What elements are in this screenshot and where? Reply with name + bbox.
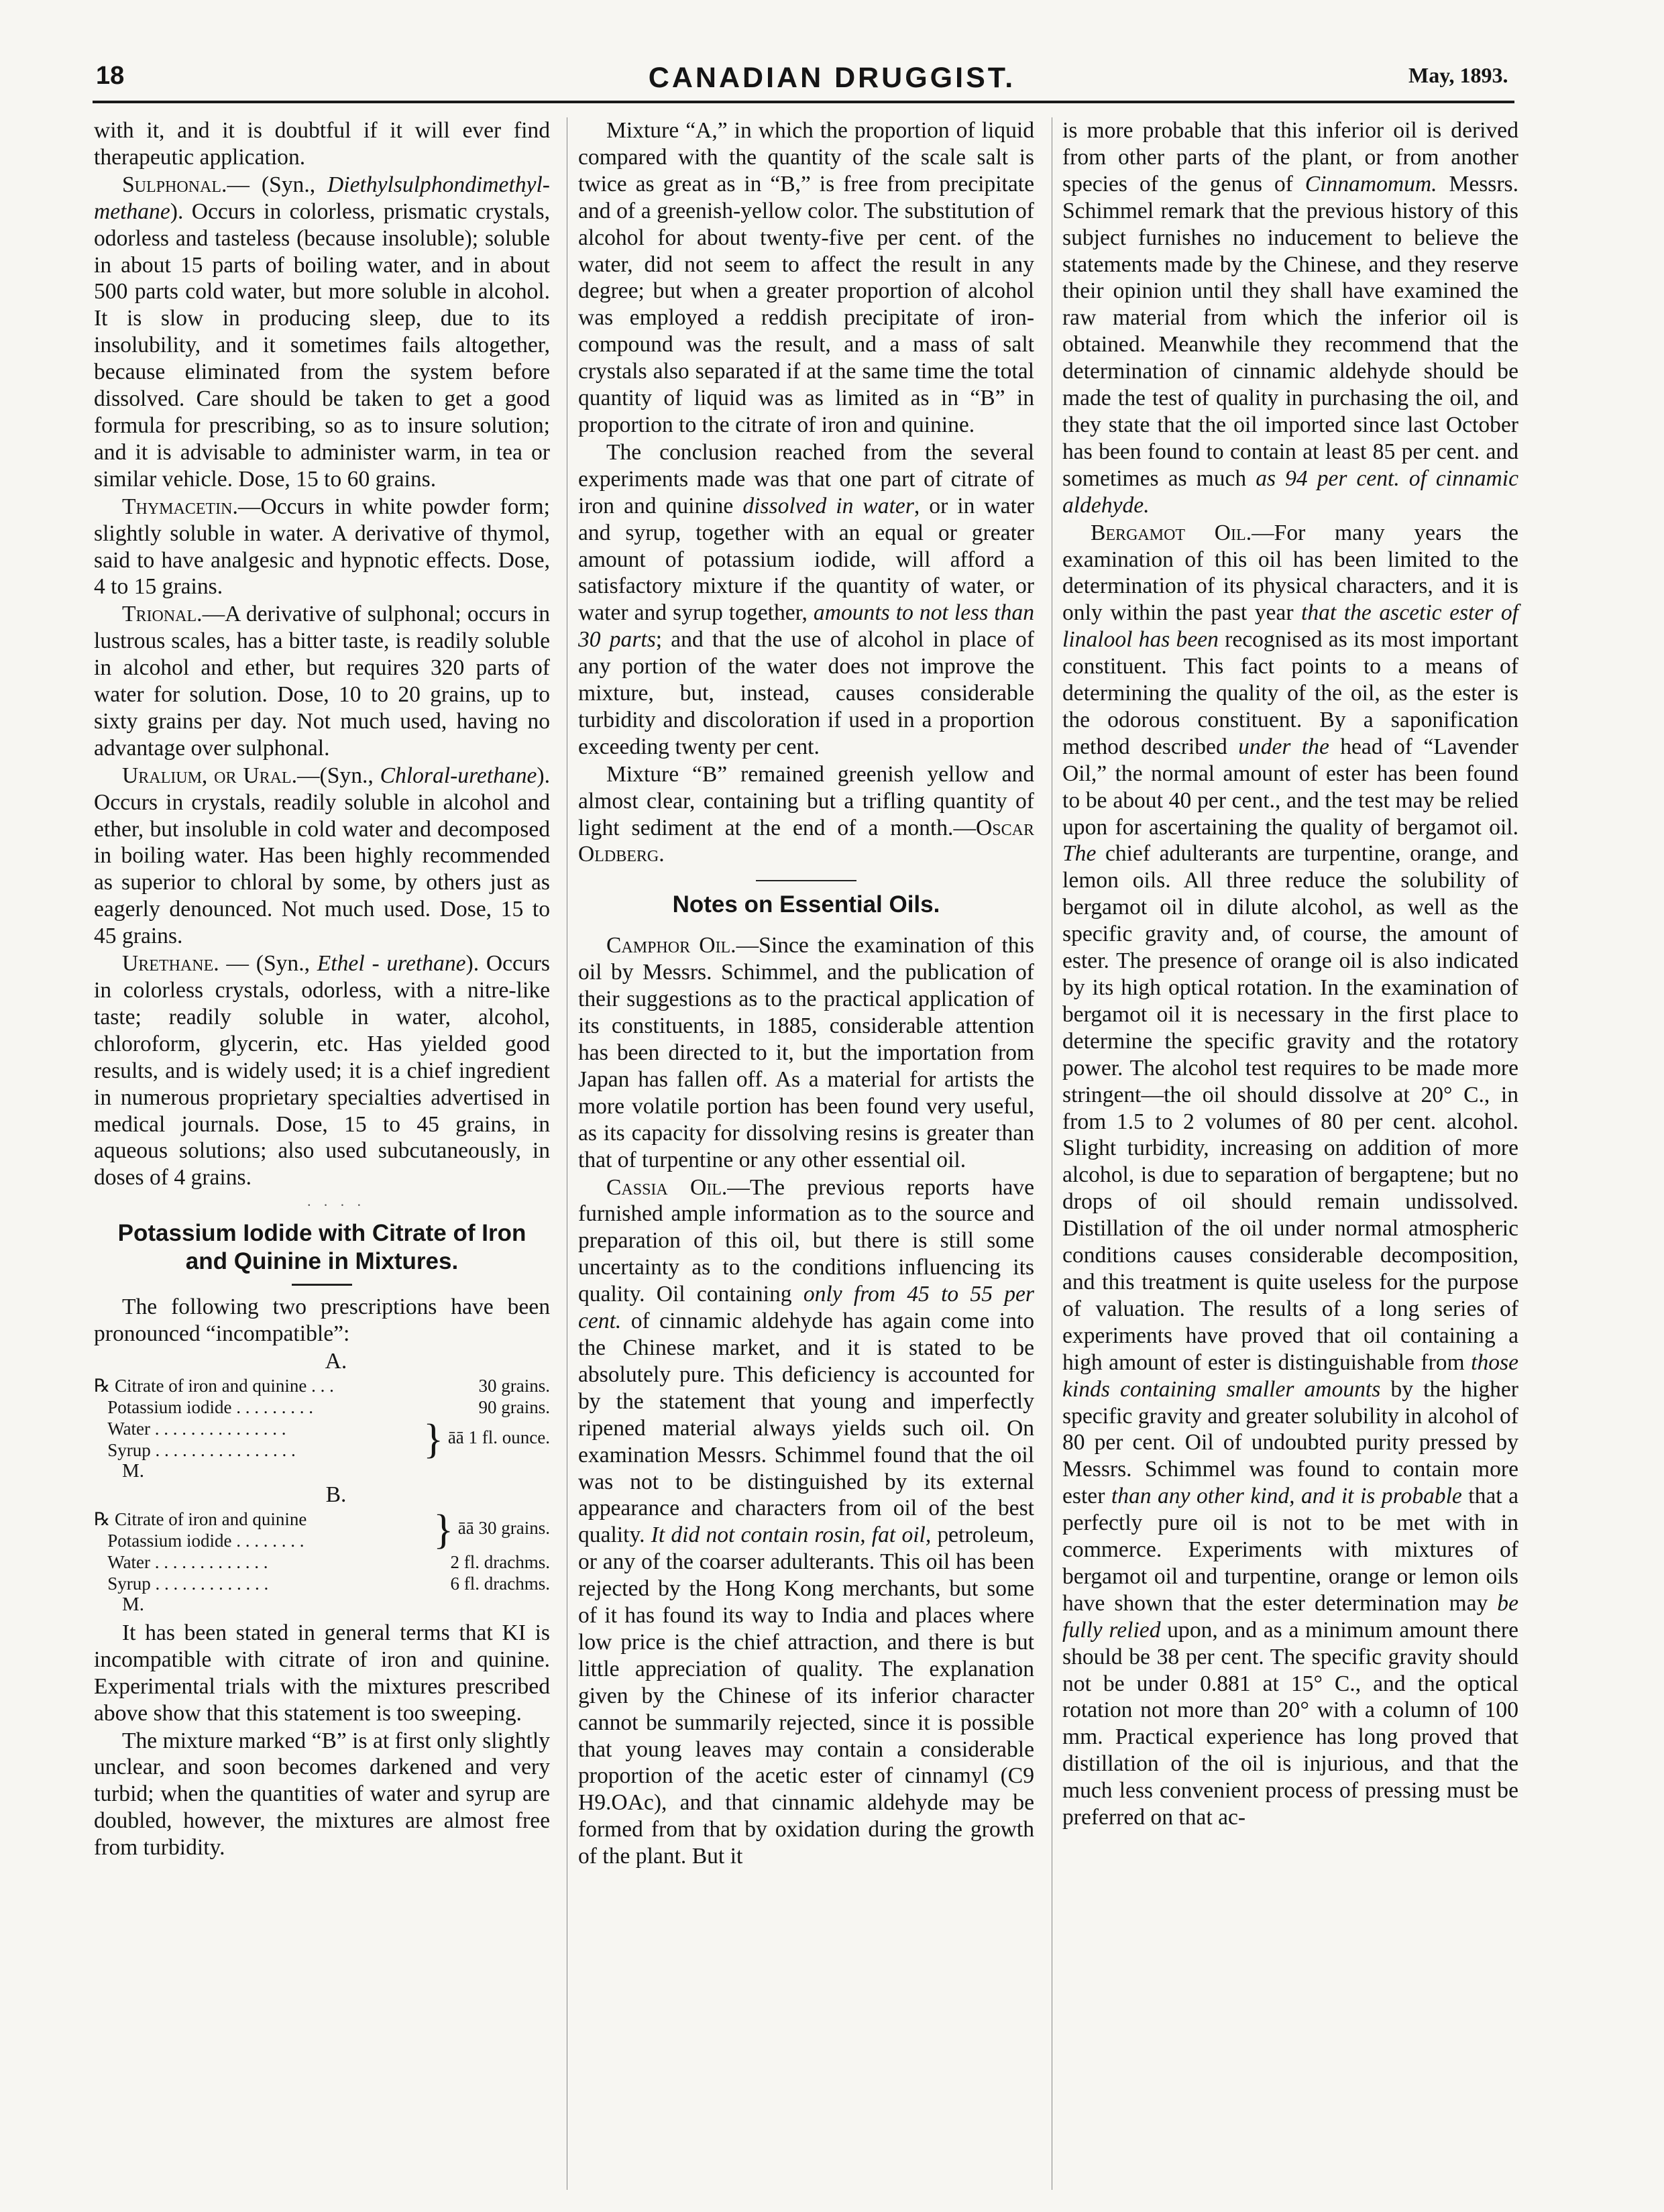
emphasis: be fully relied bbox=[1062, 1590, 1518, 1643]
text-run: —For many years the examination of this oil has been limited to the determination of its physical characters, and it is only within the past year bbox=[1062, 520, 1518, 626]
entry-body: ). Occurs in crystals, readily soluble in alcohol and ether, but insoluble in cold water and decomposed in boiling water. Has been highly recommended as superior to chloral by some, by others just as eagerly denounced. Not much used. Dose, 15 to 45 grains. bbox=[94, 763, 550, 949]
ingredient: Potassium iodide bbox=[107, 1396, 232, 1417]
amount: 90 grains. bbox=[478, 1396, 550, 1417]
entry-heading: Cassia Oil. bbox=[606, 1174, 728, 1200]
emphasis: It did not contain rosin, fat oil, bbox=[651, 1523, 932, 1548]
paragraph-thymacetin bbox=[94, 494, 550, 601]
text-run: chief adulterants are turpentine, orange, and lemon oils. All three reduce the solubility of bergamot oil in dilute alcohol, as well as the specific gravity and, of course, the amount of ester. The presence of orange oil is also indicated by its high optical rotation. In the examination of bergamot oil it is necessary in the first place to determine the specific gravity and the rotatory power. The alcohol test requires to be made more stringent—the oil should dissolve at 20° C., in from 1.5 to 2 volumes of 80 per cent. alcohol. Slight turbidity, increasing on addition of more alcohol, is due to separation of bergaptene; but no drops of oil should remain undissolved. Distillation of the oil under normal atmospheric conditions causes considerable decomposition, and this treatment is quite useless for the purpose of valuation. The results of a long series of experiments have proved that oil containing a high amount of ester is distinguishable from bbox=[1062, 841, 1518, 1375]
page-header bbox=[0, 0, 1664, 101]
journal-title: CANADIAN DRUGGIST. bbox=[648, 62, 1016, 94]
emphasis: that the ascetic ester of linalool has been bbox=[1062, 600, 1519, 653]
column-3 bbox=[1062, 117, 1518, 1831]
emphasis: Cinnamomum. bbox=[1305, 171, 1437, 197]
paragraph-bergamot bbox=[1062, 520, 1518, 1831]
amount: 30 grains. bbox=[478, 1375, 550, 1396]
paragraph: The mixture marked “B” is at first only slightly unclear, and soon becomes darkened and very turbid; when the quantities of water and syrup are doubled, however, the mixtures are almost free from turbidity. bbox=[94, 1728, 550, 1861]
ingredient: Citrate of iron and quinine bbox=[114, 1375, 307, 1396]
synonym-label: — (Syn., bbox=[219, 951, 317, 977]
ingredient: Water bbox=[107, 1551, 151, 1572]
paragraph-sulphonal bbox=[94, 172, 550, 493]
paragraph-cassia-continued bbox=[1062, 117, 1518, 519]
entry-body: —A derivative of sulphonal; occurs in lustrous scales, has a bitter taste, is readily soluble in alcohol and ether, but requires 320 parts of water for solution. Dose, 10 to 20 grains, up to sixty grains per day. Not much used, having no advantage over sulphonal. bbox=[94, 602, 550, 761]
column-1 bbox=[94, 117, 550, 1861]
article-heading: Potassium Iodide with Citrate of Iron and Quinine in Mixtures. bbox=[117, 1220, 526, 1275]
brace: } bbox=[433, 1506, 454, 1553]
text-run: recognised as its most important constituent. This fact points to a means of determining the quality of the oil, as the ester is the odorous constituent. By a saponification method described bbox=[1062, 627, 1518, 759]
amount: āā 30 grains. bbox=[457, 1518, 550, 1539]
ingredient: Citrate of iron and quinine bbox=[114, 1508, 307, 1529]
synonym: Diethylsulphondimethyl-methane bbox=[94, 172, 550, 224]
emphasis: The bbox=[1062, 841, 1097, 867]
formula-b-sign: M. bbox=[122, 1593, 145, 1615]
section-rule bbox=[756, 880, 856, 881]
entry-heading: Sulphonal. bbox=[122, 172, 227, 197]
formula-row bbox=[94, 1508, 550, 1530]
emphasis: dissolved in water bbox=[742, 493, 914, 518]
text-run: Mixture “B” remained greenish yellow and almost clear, containing but a trifling quantity of light sediment at the end of a month.— bbox=[578, 761, 1034, 840]
section-ornament: · · · · bbox=[307, 1197, 366, 1214]
rx-symbol: ℞ bbox=[94, 1375, 111, 1396]
amount: 2 fl. drachms. bbox=[450, 1551, 550, 1572]
paragraph-intro: The following two prescriptions have been pronounced “incompatible”: bbox=[94, 1294, 550, 1347]
formula-row: Potassium iodide . . . . . . . . bbox=[107, 1530, 304, 1551]
entry-body: —Since the examination of this oil by Messrs. Schimmel, and the publication of their suggestions as to the practical application of its constituents, in 1885, considerable attention has been directed to it, but the importation from Japan has fallen off. As a material for artists the more volatile portion has been found very useful, as its capacity for dissolving resins is greater than that of turpentine or any other essential oil. bbox=[578, 933, 1034, 1172]
synonym-label: — (Syn., bbox=[227, 172, 328, 197]
text-run: upon, and as a minimum amount there should be 38 per cent. The specific gravity should not be under 0.881 at 15° C., and the optical rotation not more than 20° with a column of 100 mm. Practical experience has long proved that distillation of the oil is injurious, and that the much less convenient process of pressing must be preferred on that ac- bbox=[1062, 1617, 1518, 1830]
paragraph-trional bbox=[94, 601, 550, 761]
paragraph-uralium bbox=[94, 763, 550, 950]
article-heading: Notes on Essential Oils. bbox=[672, 891, 940, 918]
ingredient: Syrup bbox=[107, 1439, 151, 1460]
synonym-label: —(Syn., bbox=[296, 763, 380, 788]
text-run: —The previous reports have furnished ample information as to the source and preparation of this oil, but there is still some uncertainty as to the conditions influencing its quality. Oil containing bbox=[578, 1174, 1034, 1307]
text-run: is more probable that this inferior oil is derived from other parts of the plant, or from another species of the genus of bbox=[1062, 118, 1518, 197]
header-rule bbox=[93, 101, 1514, 103]
emphasis: amounts to not less than 30 parts bbox=[578, 600, 1034, 653]
formula-row: ℞ Citrate of iron and quinine . . . 30 grains. bbox=[94, 1375, 550, 1396]
amount: āā 1 fl. ounce. bbox=[447, 1427, 550, 1448]
formula-row: Syrup . . . . . . . . . . . . . 6 fl. drachms. bbox=[107, 1573, 550, 1594]
formula-b bbox=[94, 1508, 550, 1594]
paragraph: Mixture “A,” in which the proportion of liquid compared with the quantity of the scale salt is twice as great as in “B,” is free from precipitate and of a greenish-yellow color. The substitution of alcohol for about twenty-five per cent. of the water, did not seem to affect the result in any degree; but when a greater proportion of alcohol was employed a reddish precipitate of iron-compound was the result, and a mass of salt crystals also separated if at the same time the total quantity of liquid was as limited as in “B” in proportion to the citrate of iron and quinine. bbox=[578, 118, 1034, 437]
brace: } bbox=[423, 1416, 444, 1462]
entry-heading: Bergamot Oil. bbox=[1091, 520, 1252, 545]
text-run: head of “Lavender Oil,” the normal amount of ester has been found to be about 40 per cent., and the test may be relied upon for ascertaining the quality of bergamot oil. bbox=[1062, 734, 1518, 840]
entry-body: ). Occurs in colorless crystals, odorless, with a nitre-like taste; readily soluble in water, alcohol, chloroform, glycerin, etc. Has yielded good results, and is widely used; it is a chief ingredient in numerous proprietary specialties advertised in medical journals. Dose, 15 to 45 grains, in aqueous solutions; also used subcutaneously, in doses of 4 grains. bbox=[94, 951, 550, 1191]
formula-row: Water . . . . . . . . . . . . . 2 fl. drachms. bbox=[107, 1551, 550, 1572]
text-run: , or in water and syrup, together with an equal or greater amount of potassium iodide, will afford a satisfactory mixture if the quantity of water, or water and syrup together, bbox=[578, 493, 1034, 626]
ingredient: Potassium iodide bbox=[107, 1530, 232, 1551]
synonym: Chloral-urethane bbox=[380, 763, 537, 788]
text-run: The conclusion reached from the several experiments made was that one part of citrate of iron and quinine bbox=[578, 439, 1034, 518]
emphasis: under the bbox=[1238, 734, 1329, 759]
text-run: that a perfectly pure oil is not to be met with in commerce. Experiments with mixtures of bergamot oil and turpentine, orange or lemon oils have shown that the ester determination may bbox=[1062, 1484, 1518, 1616]
text-run: petroleum, or any of the coarser adulterants. This oil has been rejected by the Hong Kong merchants, but some of it has found its way to India and places where low price is the chief attraction, and there is but little appreciation of quality. The explanation given by the Chinese of its inferior character cannot be summarily rejected, since it is possible that young leaves may contain a considerable proportion of the acetic ester of cinnamyl (C9 H9.OAc), and that cinnamic aldehyde may be formed from that by oxidation during the growth of the plant. But it bbox=[578, 1523, 1034, 1869]
formula-row: Syrup . . . . . . . . . . . . . . . . bbox=[107, 1439, 296, 1460]
emphasis: only from 45 to 55 per cent. bbox=[578, 1282, 1034, 1334]
entry-body: —Occurs in white powder form; slightly soluble in water. A derivative of thymol, said to have analgesic and hypnotic effects. Dose, 4 to 15 grains. bbox=[94, 494, 550, 600]
issue-date: May, 1893. bbox=[1408, 63, 1508, 87]
text-run: of cinnamic aldehyde has again come into the Chinese market, and it is stated to be absolutely pure. This deficiency is accounted for by the statement that young and imperfectly ripened material always yields such oil. On examination Messrs. Schimmel found that the oil was not to be distinguished by its external appearance and characters from oil of the best quality. bbox=[578, 1309, 1034, 1548]
formula-a-sign: M. bbox=[122, 1459, 145, 1482]
paragraph: with it, and it is doubtful if it will ever find therapeutic application. bbox=[94, 118, 550, 170]
text-run: by the higher specific gravity and greater solubility in alcohol of 80 per cent. Oil of undoubted purity pressed by Messrs. Schimmel was found to contain more ester bbox=[1062, 1376, 1518, 1509]
paragraph-cassia bbox=[578, 1174, 1034, 1871]
page-number: 18 bbox=[96, 62, 125, 90]
paragraph-urethane bbox=[94, 950, 550, 1191]
formula-a bbox=[94, 1375, 550, 1461]
column-2 bbox=[578, 117, 1034, 1870]
entry-heading: Uralium, or Ural. bbox=[122, 763, 297, 788]
emphasis: than any other kind, and it is probable bbox=[1111, 1484, 1462, 1509]
entry-heading: Urethane. bbox=[122, 951, 219, 977]
emphasis: those kinds containing smaller amounts bbox=[1062, 1349, 1518, 1402]
author-signature: Oscar Oldberg. bbox=[578, 815, 1034, 867]
formula-row: Water . . . . . . . . . . . . . . . } āā 1 fl. ounce. bbox=[107, 1416, 550, 1462]
entry-body: ). Occurs in colorless, prismatic crystals, odorless and tasteless (because insoluble); soluble in about 15 parts of boiling water, and in about 500 parts cold water, but more soluble in alcohol. It is slow in producing sleep, due to its insolubility, and it sometimes fails altogether, because eliminated from the system before dissolved. Care should be taken to get a good formula for prescribing, so as to insure solution; and it is advisable to administer warm, in tea or similar vehicle. Dose, 15 to 60 grains. bbox=[94, 199, 550, 492]
paragraph-conclusion bbox=[578, 439, 1034, 761]
heading-rule bbox=[292, 1284, 352, 1286]
entry-heading: Camphor Oil. bbox=[606, 933, 736, 958]
text-run: Messrs. Schimmel remark that the previous history of this subject furnishes no inducement to believe the statements made by the Chinese, and they reserve their opinion until they shall have examined the raw material from which the inferior oil is obtained. Meanwhile they recommend that the determination of cinnamic aldehyde should be made the test of quality in purchasing the oil, and they state that the oil imported since last October has been found to contain at least 85 per cent. and sometimes as much bbox=[1062, 171, 1518, 491]
formula-b-label: B. bbox=[325, 1482, 347, 1507]
emphasis: as 94 per cent. of cinnamic aldehyde. bbox=[1062, 465, 1518, 518]
entry-heading: Trional. bbox=[122, 602, 203, 627]
text-run: ; and that the use of alcohol in place of any portion of the water does not improve the mixture, but, instead, causes considerable turbidity and discoloration if used in a proportion exceeding twenty per cent. bbox=[578, 627, 1035, 759]
ingredient: Water bbox=[107, 1418, 151, 1439]
paragraph-camphor bbox=[578, 932, 1034, 1173]
formula-row: Potassium iodide . . . . . . . . . 90 grains. bbox=[107, 1396, 550, 1417]
synonym: Ethel - urethane bbox=[317, 951, 466, 977]
amount: 6 fl. drachms. bbox=[450, 1573, 550, 1594]
paragraph: It has been stated in general terms that KI is incompatible with citrate of iron and quinine. Experimental trials with the mixtures prescribed above show that this statement is too sweeping. bbox=[94, 1620, 550, 1726]
ingredient: Syrup bbox=[107, 1573, 151, 1594]
entry-heading: Thymacetin. bbox=[122, 494, 238, 519]
formula-a-label: A. bbox=[325, 1349, 347, 1374]
rx-symbol: ℞ bbox=[94, 1508, 111, 1529]
paragraph-mixture-b bbox=[578, 761, 1034, 869]
